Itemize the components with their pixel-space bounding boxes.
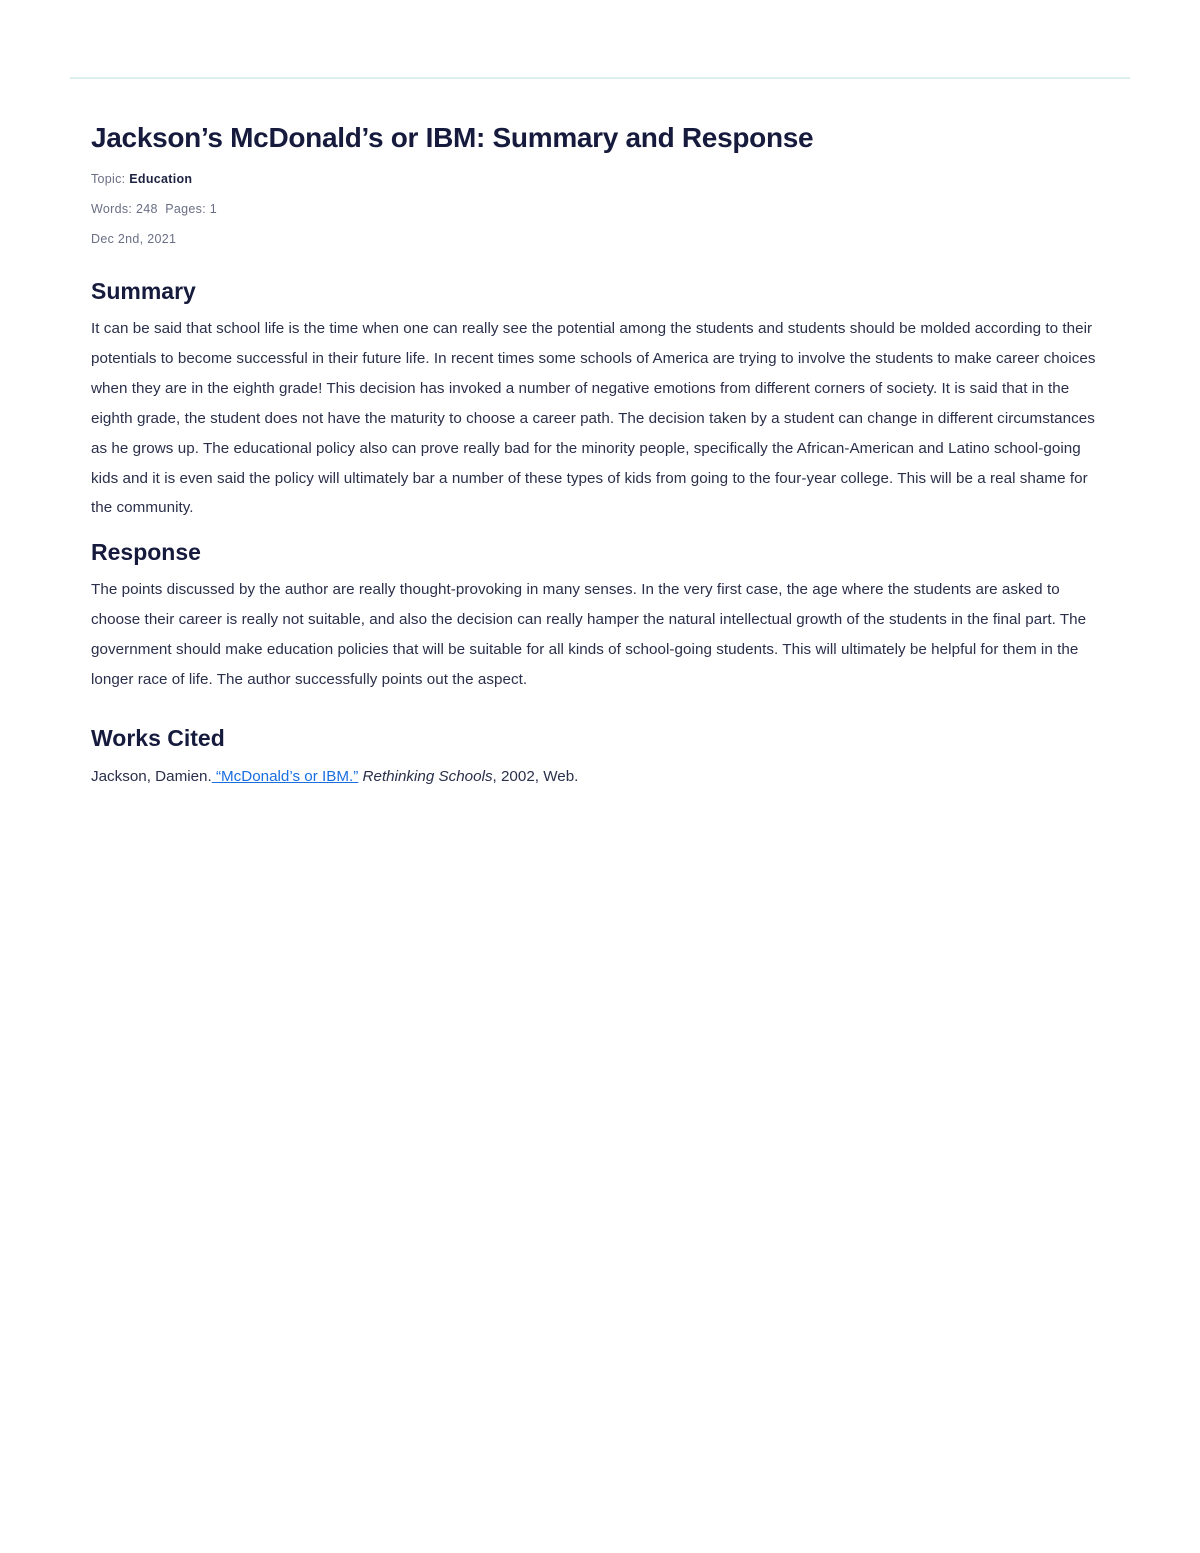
date-line: Dec 2nd, 2021 — [91, 232, 177, 246]
summary-heading: Summary — [91, 278, 196, 304]
topic-value: Education — [129, 172, 193, 186]
response-paragraph: The points discussed by the author are really thought-provoking in many senses. In the very first case, the age where the students are asked to choose their career is really not suitable, and also the decision can really hamper the natural intellectual growth of the students in the final part. The government should make education policies that will be suitable for all kinds of school-going students. This will ultimately be helpful for them in the longer race of life. The author successfully points out the aspect. — [91, 581, 1087, 689]
stats-line — [91, 194, 1111, 224]
topic-line — [91, 164, 1111, 194]
citation-journal: Rethinking Schools — [362, 767, 493, 785]
article — [91, 118, 1111, 791]
citation-link[interactable]: “McDonald’s or IBM.” — [211, 767, 359, 785]
citation-author: Jackson, Damien. — [91, 767, 212, 785]
topic-label: Topic: — [91, 172, 126, 186]
works-cited-heading: Works Cited — [91, 724, 225, 751]
summary-paragraph: It can be said that school life is the time when one can really see the potential among the students and students should be molded according to their potentials to become successful in their future life. In recent times some schools of America are trying to involve the students to make career choices when they are in the eighth grade! This decision has invoked a number of negative emotions from different corners of society. It is said that in the eighth grade, the student does not have the maturity to choose a career path. The decision taken by a student can change in different circumstances as he grows up. The educational policy also can prove really bad for the minority people, specifically the African-American and Latino school-going kids and it is even said the policy will ultimately bar a number of these types of kids from going to the four-year college. This will be a real shame for the community. — [91, 320, 1096, 517]
pages-value: 1 — [209, 202, 218, 216]
words-label: Words: — [91, 202, 133, 216]
page-title: Jackson’s McDonald’s or IBM: Summary and Response — [91, 122, 814, 153]
top-divider — [70, 77, 1130, 79]
pages-label: Pages: — [165, 202, 206, 216]
citation-tail: , 2002, Web. — [492, 767, 579, 785]
response-heading: Response — [91, 539, 201, 566]
words-value: 248 — [135, 202, 158, 216]
citation-entry — [91, 763, 1111, 791]
